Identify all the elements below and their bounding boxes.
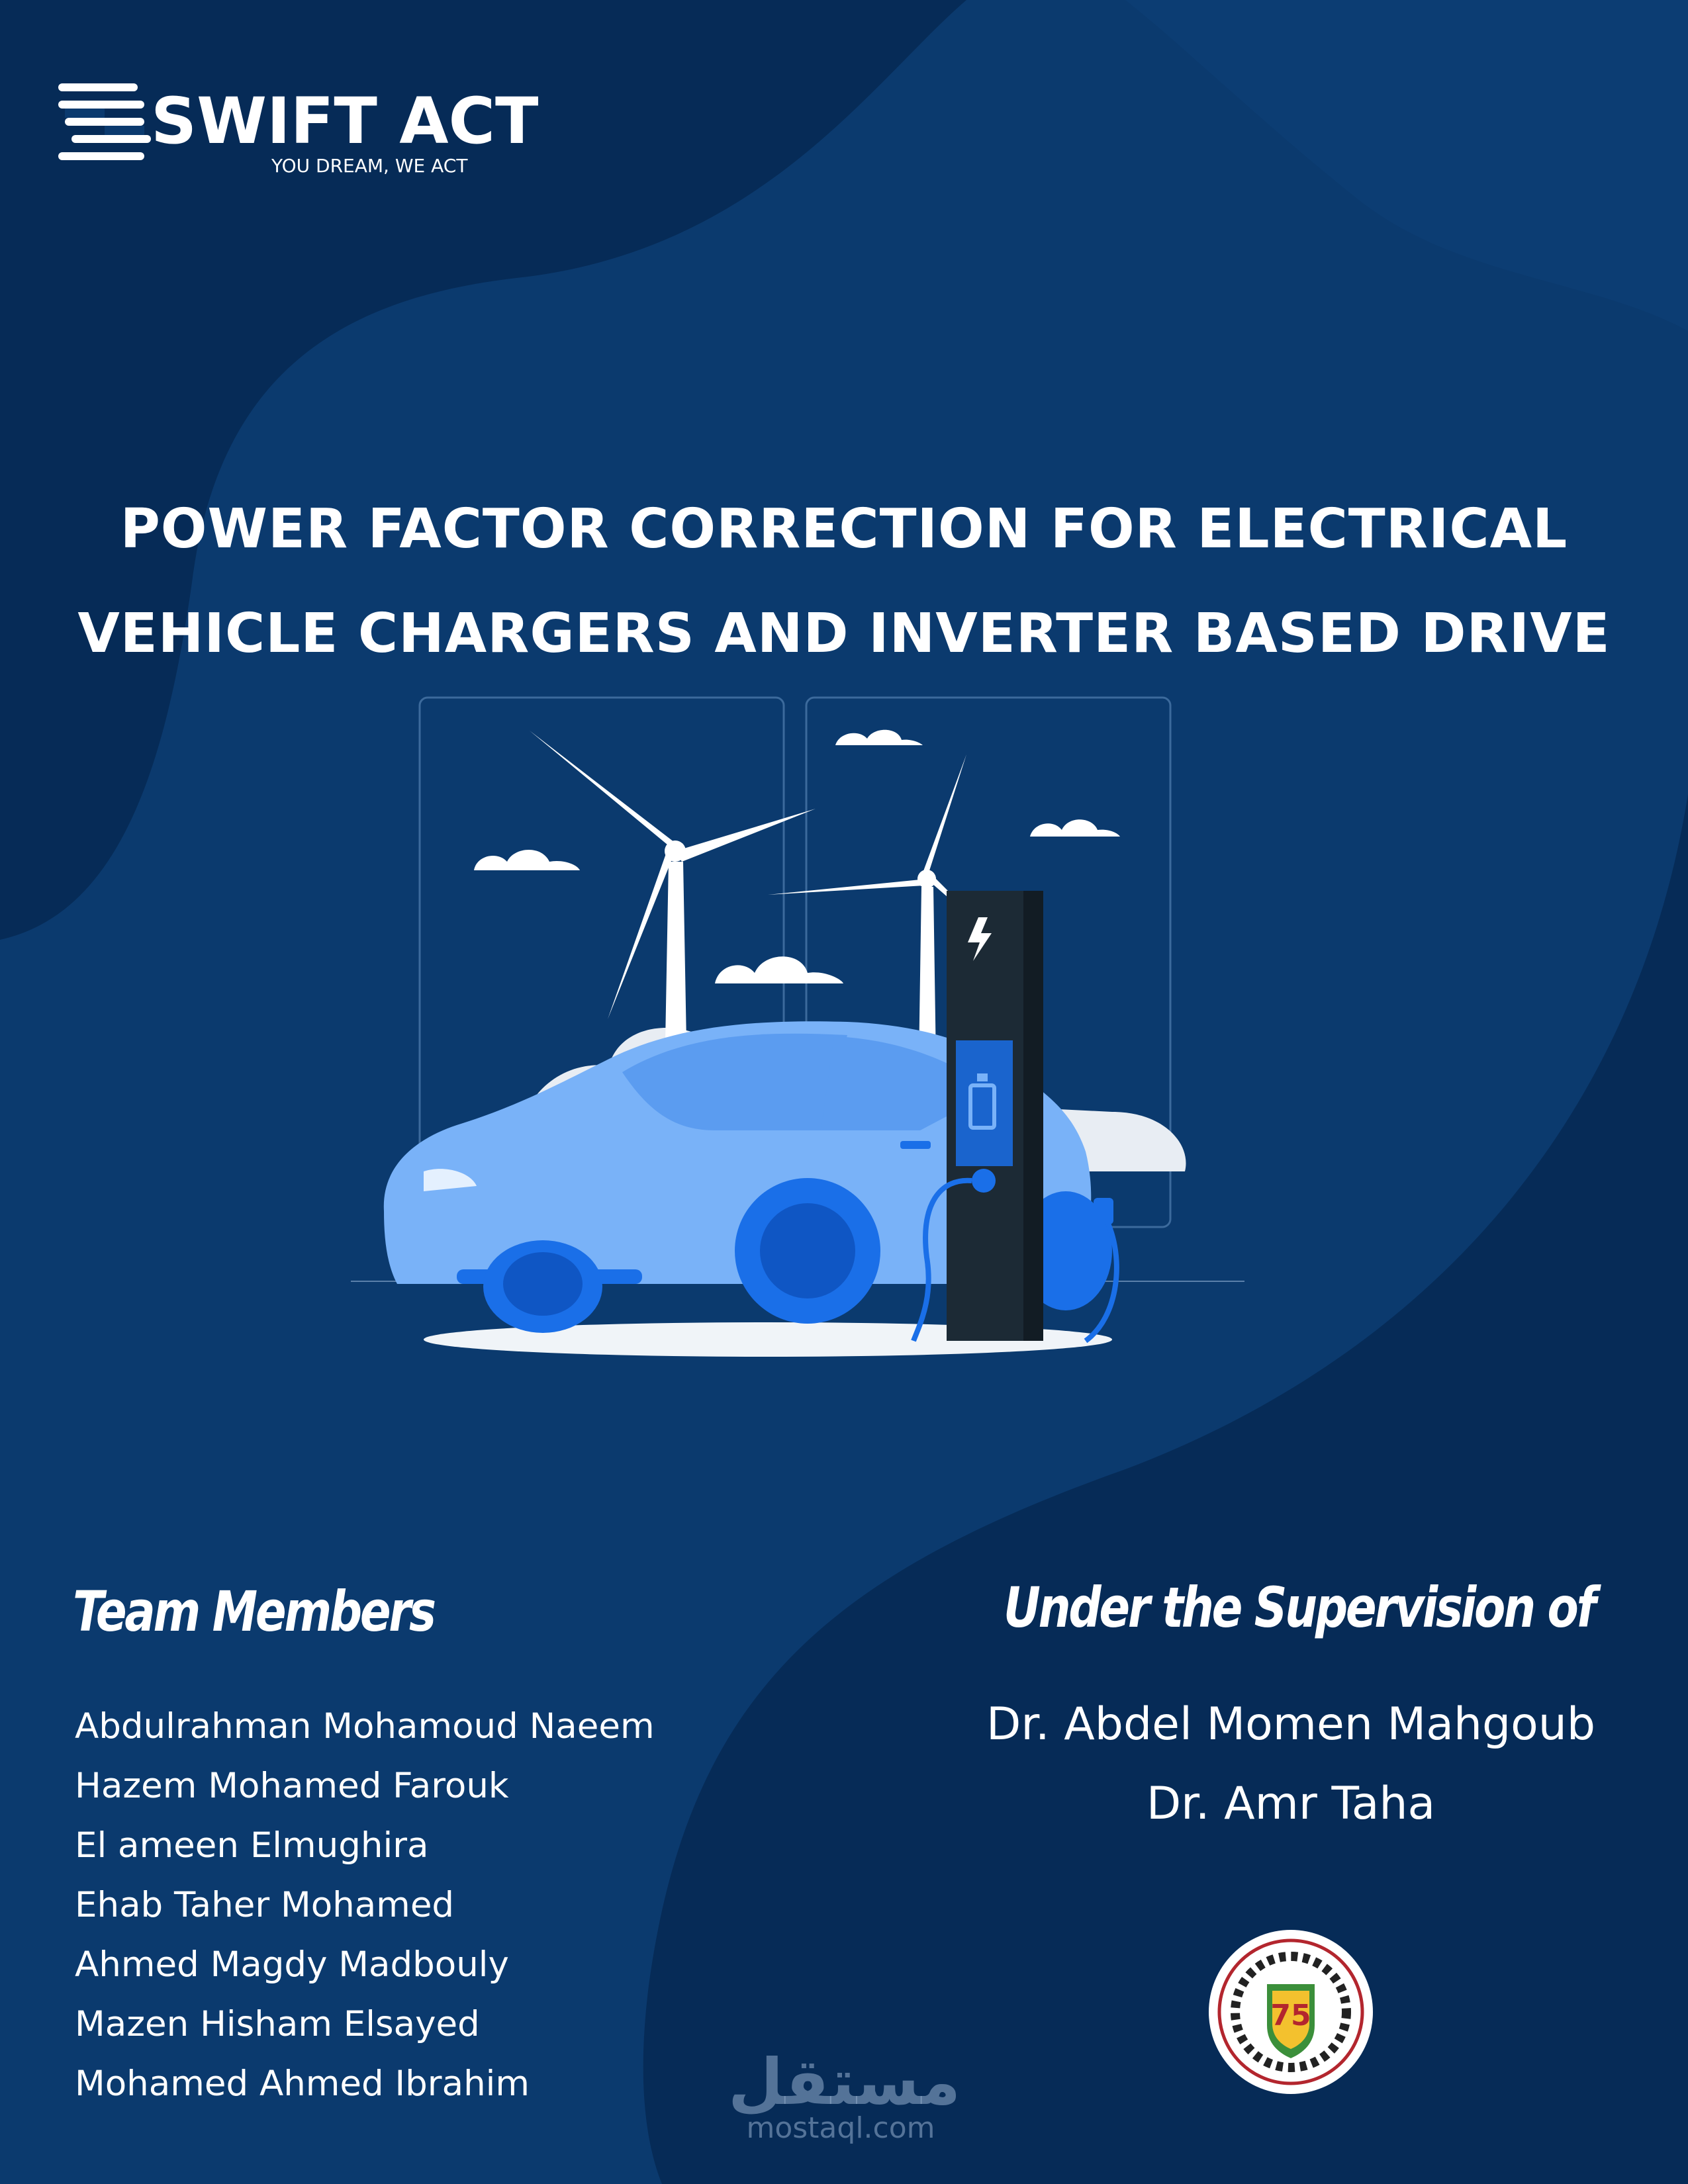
- team-member: El ameen Elmughira: [75, 1825, 429, 1866]
- ev-charging-illustration: [344, 688, 1258, 1377]
- supervisor-name: Dr. Amr Taha: [1146, 1778, 1436, 1830]
- supervision-heading: Under the Supervision of: [1004, 1575, 1595, 1640]
- university-seal: [1206, 1927, 1376, 2097]
- team-member: Mohamed Ahmed Ibrahim: [75, 2064, 530, 2104]
- watermark-arabic: مستقل: [728, 2045, 961, 2119]
- team-member: Mazen Hisham Elsayed: [75, 2004, 480, 2044]
- supervisor-name: Dr. Abdel Momen Mahgoub: [986, 1698, 1596, 1751]
- swift-act-logo: [58, 78, 548, 177]
- team-members-heading: Team Members: [73, 1579, 434, 1644]
- logo-tagline: YOU DREAM, WE ACT: [271, 155, 468, 177]
- title-line-1: POWER FACTOR CORRECTION FOR ELECTRICAL: [120, 498, 1568, 561]
- team-member: Ehab Taher Mohamed: [75, 1885, 455, 1925]
- team-member: Abdulrahman Mohamoud Naeem: [75, 1706, 655, 1747]
- watermark-latin: mostaql.com: [746, 2111, 935, 2145]
- logo-wordmark: SWIFT ACT: [151, 84, 539, 158]
- mostaql-watermark: [728, 2045, 961, 2145]
- team-member: Ahmed Magdy Madbouly: [75, 1944, 509, 1985]
- team-member: Hazem Mohamed Farouk: [75, 1766, 509, 1806]
- seal-number: 75: [1270, 1999, 1311, 2032]
- title-line-2: VEHICLE CHARGERS AND INVERTER BASED DRIVE: [77, 602, 1611, 665]
